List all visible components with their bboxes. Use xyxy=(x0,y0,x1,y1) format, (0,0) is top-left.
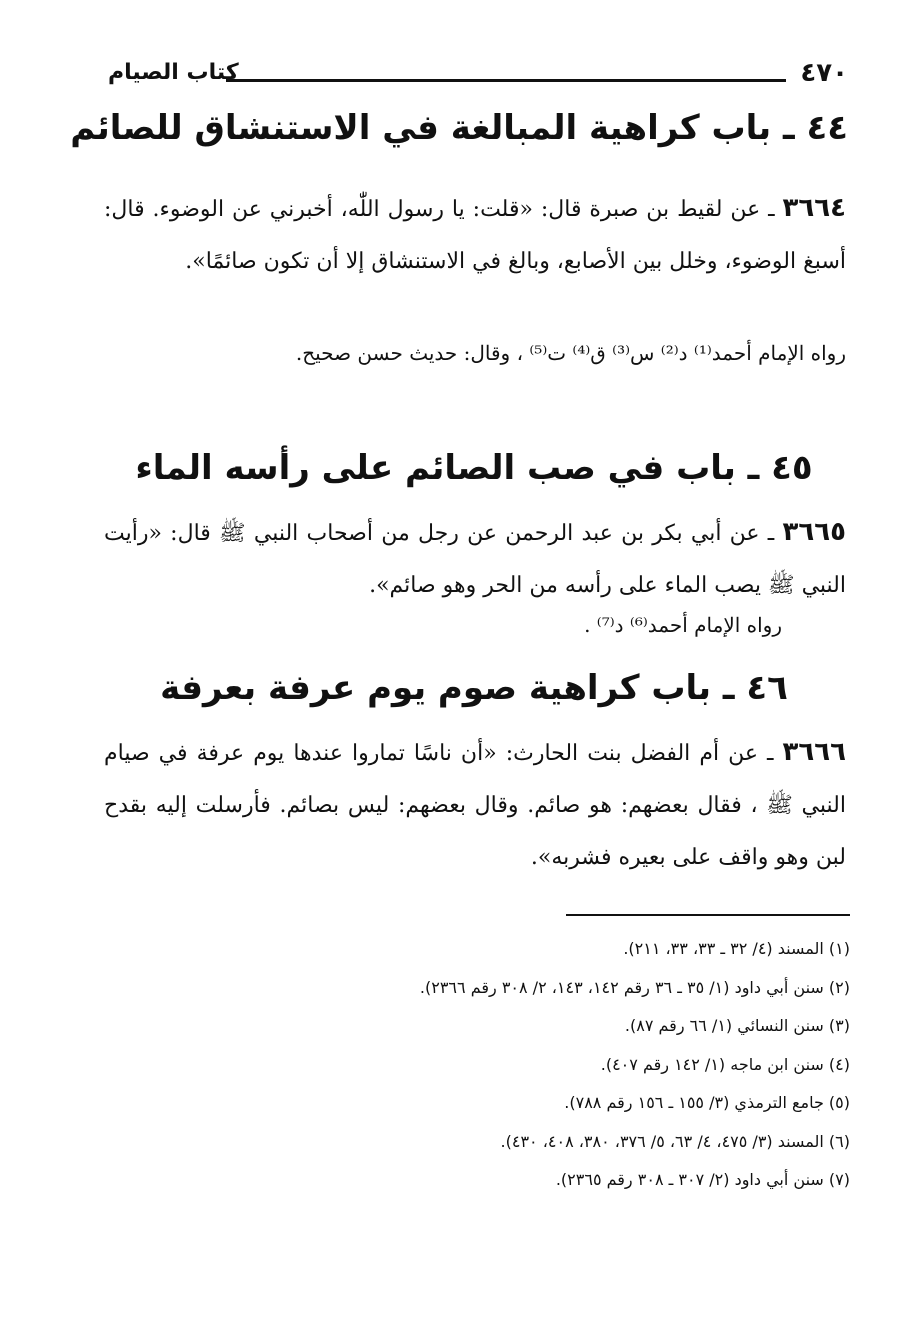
footnotes xyxy=(120,930,850,1200)
footnote-1: (١) المسند (٤/ ٣٢ ـ ٣٣، ٣٣، ٢١١). xyxy=(623,939,850,958)
hadith-3664 xyxy=(104,182,846,288)
narration-3665: رواه الإمام أحمد⁽⁶⁾ د⁽⁷⁾ . xyxy=(584,613,782,637)
hadith-number: ٣٦٦٥ xyxy=(782,517,847,547)
chapter-heading-44: ٤٤ ـ باب كراهية المبالغة في الاستنشاق للصائم xyxy=(70,108,848,148)
footnote-3: (٣) سنن النسائي (١/ ٦٦ رقم ٨٧). xyxy=(624,1016,850,1035)
footnote-rule xyxy=(566,914,850,916)
footnote-4: (٤) سنن ابن ماجه (١/ ١٤٢ رقم ٤٠٧). xyxy=(600,1054,850,1074)
chapter-heading-46: ٤٦ ـ باب كراهية صوم يوم عرفة بعرفة xyxy=(160,668,788,708)
footnote-6: (٦) المسند (٣/ ٤٧٥، ٤/ ٦٣، ٥/ ٣٧٦، ٣٨٠، ٤٠٨، ٤٣٠). xyxy=(500,1131,850,1151)
hadith-number: ٣٦٦٦ xyxy=(782,737,846,767)
narration-3664: رواه الإمام أحمد⁽¹⁾ د⁽²⁾ س⁽³⁾ ق⁽⁴⁾ ت⁽⁵⁾ ، وقال: حديث حسن صحيح. xyxy=(295,341,846,365)
footnote-7: (٧) سنن أبي داود (٢/ ٣٠٧ ـ ٣٠٨ رقم ٢٣٦٥). xyxy=(555,1170,850,1189)
hadith-number: ٣٦٦٤ xyxy=(782,193,846,223)
hadith-text: ـ عن أم الفضل بنت الحارث: «أن ناسًا تماروا عندها يوم عرفة في صيام النبي ﷺ ، فقال بعضهم: هو صائم. وقال بعضهم: ليس بصائم. فأرسلت إليه بقدح لبن وهو واقف على بعيره فشربه». xyxy=(104,741,846,870)
footnote-2: (٢) سنن أبي داود (١/ ٣٥ ـ ٣٦ رقم ١٤٢، ١٤٣، ٢/ ٣٠٨ رقم ٢٣٦٦). xyxy=(419,977,850,997)
footnote-5: (٥) جامع الترمذي (٣/ ١٥٥ ـ ١٥٦ رقم ٧٨٨). xyxy=(564,1093,850,1112)
chapter-heading-45: ٤٥ ـ باب في صب الصائم على رأسه الماء xyxy=(135,448,813,488)
hadith-text: ـ عن أبي بكر بن عبد الرحمن عن رجل من أصحاب النبي ﷺ قال: «رأيت النبي ﷺ يصب الماء على رأسه من الحر وهو صائم». xyxy=(104,521,846,598)
book-title: كتاب الصيام xyxy=(108,60,239,85)
page-number: ٤٧٠ xyxy=(800,58,848,88)
page-header xyxy=(108,60,848,90)
hadith-3665 xyxy=(104,506,846,612)
header-rule xyxy=(226,79,786,82)
hadith-text: ـ عن لقيط بن صبرة قال: «قلت: يا رسول اللّٰه، أخبرني عن الوضوء. قال: أسبغ الوضوء، وخلل بين الأصابع، وبالغ في الاستنشاق إلا أن تكون صائمًا». xyxy=(104,197,846,274)
hadith-3666 xyxy=(104,726,846,884)
